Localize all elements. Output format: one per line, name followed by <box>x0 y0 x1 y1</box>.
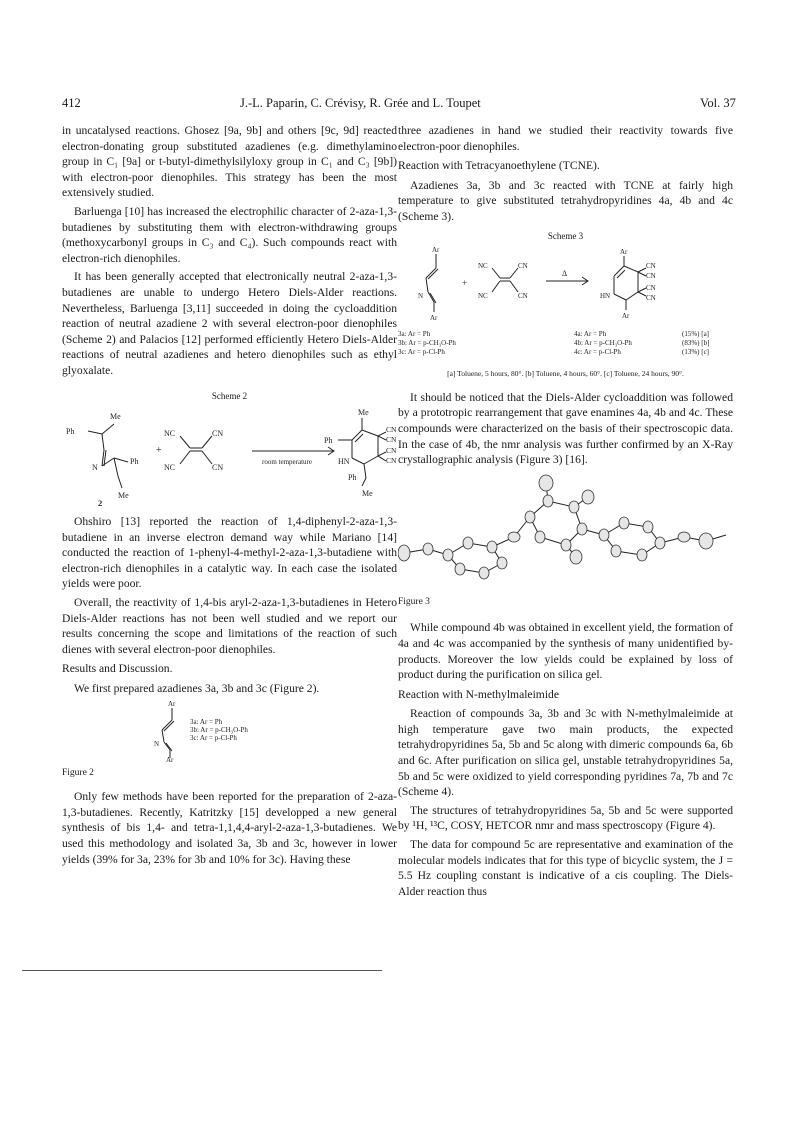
section-heading: Reaction with N-methylmaleimide <box>398 687 559 701</box>
scheme-text: + <box>156 445 162 457</box>
scheme-text: CN <box>212 429 224 439</box>
scheme-legend: 3c: Ar = p-Cl-Ph <box>398 348 445 357</box>
scheme-text: NC <box>478 262 488 271</box>
scheme-text: CN <box>518 262 528 271</box>
scheme-text: Ar <box>432 246 440 255</box>
scheme-text: CN <box>386 456 397 466</box>
scheme-text: CN <box>518 292 528 301</box>
scheme-text: Ph <box>324 436 333 446</box>
figure-text: Ar <box>168 699 176 708</box>
paragraph: While compound 4b was obtained in excellent yield, the formation of 4a and 4c was accompanied by the synthesis of many unidentified by-products. Moreover the low yields could be explained by loss of product during the purification on silica gel. <box>398 621 733 682</box>
scheme-legend: 4c: Ar = p-Cl-Ph <box>574 348 621 357</box>
scheme-2-title: Scheme 2 <box>211 390 248 401</box>
scheme-legend: 3b: Ar = p-CH₃O-Ph <box>398 339 456 348</box>
scheme-text: CN <box>646 284 656 293</box>
scheme-text: CN <box>212 463 224 473</box>
paragraph: Ohshiro [13] reported the reaction of 1,4-diphenyl-2-aza-1,3-butadiene in an inverse electron demand way while Mariano [14] conducted the reaction of 1-phenyl-4-methyl-2-aza-1,3-butadiene with electron-rich dienophiles in a catalytic way. In each case the isolated yields were poor. <box>62 515 397 591</box>
scheme-yield: (13%) [c] <box>682 348 710 357</box>
scheme-text: CN <box>646 294 656 303</box>
paragraph: three azadienes in hand we studied their reactivity towards five electron-poor dienophiles. <box>398 124 733 153</box>
paragraph: Barluenga [10] has increased the electrophilic character of 2-aza-1,3-butadienes by substituting them with electron-withdrawing groups (methoxycarbonyl groups in C₃ and C₄). Such compounds react with electron-rich dienophiles. <box>62 204 397 265</box>
scheme-legend: 3a: Ar = Ph <box>398 330 431 339</box>
paragraph: We first prepared azadienes 3a, 3b and 3c (Figure 2). <box>74 682 320 696</box>
paragraph: It should be noticed that the Diels-Alder cycloaddition was followed by a prototropic rearrangement that gave enamines 4a, 4b and 4c. These compounds were characterized on the basis of their spectroscopic data. In the case of 4b, the nmr analysis was further confirmed by an X-Ray crystallographic analysis (Figure 3) [16]. <box>398 390 733 467</box>
left-column <box>62 123 397 870</box>
scheme-3-diagram <box>398 246 733 364</box>
figure-2-label: Figure 2 <box>62 767 94 778</box>
scheme-text: CN <box>386 435 397 445</box>
scheme-yield: (15%) [a] <box>682 330 710 339</box>
section-heading: Reaction with Tetracyanoethylene (TCNE). <box>398 159 600 173</box>
scheme-text: NC <box>478 292 488 301</box>
scheme-text: Ar <box>620 248 628 257</box>
volume-label: Vol. 37 <box>700 96 736 110</box>
right-column <box>398 123 733 902</box>
scheme-legend: 4b: Ar = p-CH₃O-Ph <box>574 339 632 348</box>
paragraph: It has been generally accepted that electronically neutral 2-aza-1,3-butadienes are unable to undergo Hetero Diels-Alder reactions. Nevertheless, Barluenga [3,11] succeeded in doing the cycloaddition reaction of neutral azadiene 2 with several electron-poor dienophiles (Scheme 2) and Palacios [12] performed efficiently Hetero Diels-Alder reactions of neutral azadienes and hetero dienophiles such as ethyl glyoxalate. <box>62 270 397 377</box>
figure-3-label: Figure 3 <box>398 596 430 607</box>
scheme-text: HN <box>600 292 611 301</box>
scheme-text: N <box>92 463 98 473</box>
scheme-text: Δ <box>562 269 568 279</box>
scheme-text: Ar <box>430 314 438 323</box>
paragraph: Reaction of compounds 3a, 3b and 3c with N-methylmaleimide at high temperature gave two main products, the expected tetrahydropyridines 5a, 5b and 5c along with dimeric compounds 6a, 6b and 6c. After purification on silica gel, unstable tetrahydropyridines 5a, 5b and 5c were oxidized to yield corresponding pyridines 7a, 7b and 7c (Scheme 4). <box>398 707 733 799</box>
figure-legend: 3a: Ar = Ph <box>190 717 223 726</box>
scheme-text: Ph <box>130 457 139 467</box>
scheme-text: Me <box>358 408 369 418</box>
figure-legend: 3c: Ar = p-Cl-Ph <box>190 733 237 742</box>
figure-legend: 3b: Ar = p-CH₃O-Ph <box>190 725 248 734</box>
footnote-rule <box>22 970 382 971</box>
figure-text: N <box>154 739 160 748</box>
scheme-yield: (83%) [b] <box>682 339 710 348</box>
paragraph: Azadienes 3a, 3b and 3c reacted with TCNE at fairly high temperature to give substituted tetrahydropyridines 4a, 4b and 4c (Scheme 3). <box>398 178 733 223</box>
scheme-text: Ph <box>348 473 357 483</box>
running-head-authors: J.-L. Paparin, C. Crévisy, R. Grée and L. Toupet <box>240 96 481 110</box>
paragraph: The structures of tetrahydropyridines 5a, 5b and 5c were supported by ¹H, ¹³C, COSY, HETCOR nmr and mass spectroscopy (Figure 4). <box>398 803 733 833</box>
scheme-text: CN <box>646 272 656 281</box>
paragraph: Overall, the reactivity of 1,4-bis aryl-2-aza-1,3-butadienes in Hetero Diels-Alder reactions has not been well studied and we report our results concerning the scope and limitations of the reaction of such dienes with several electron-poor dienophiles. <box>62 596 397 656</box>
scheme-3-conditions: [a] Toluene, 5 hours, 80°. [b] Toluene, 4 hours, 60°. [c] Toluene, 24 hours, 90°. <box>447 369 684 379</box>
figure-text: Ar <box>166 755 174 762</box>
scheme-text: Me <box>362 489 373 499</box>
scheme-text: room temperature <box>262 458 312 467</box>
scheme-text: Ar <box>622 312 630 321</box>
scheme-text: CN <box>386 446 397 456</box>
scheme-3-title: Scheme 3 <box>547 230 584 241</box>
scheme-2-diagram <box>62 406 397 506</box>
paragraph: in uncatalysed reactions. Ghosez [9a, 9b] and others [9c, 9d] reacted electron-donating group substituted azadienes (e.g. dimethylamino group in C₁ [9a] or t-butyl-dimethylsilyloxy group in C₁ and C₃ [9b]) with electron-poor dienophiles. This strategy has been the most extensively studied. <box>62 124 397 200</box>
compound-number: 2 <box>98 498 103 507</box>
section-heading: Results and Discussion. <box>62 662 173 676</box>
scheme-text: NC <box>164 463 176 473</box>
paragraph: The data for compound 5c are representative and examination of the molecular models indicates that for this type of bicyclic system, the J = 5.5 Hz coupling constant is indicative of a cis coupling. The Diels-Alder reaction thus <box>398 838 733 898</box>
scheme-text: CN <box>386 425 397 435</box>
scheme-text: Me <box>118 491 129 501</box>
scheme-text: HN <box>338 457 350 467</box>
scheme-text: + <box>462 278 468 289</box>
scheme-text: Ph <box>66 427 75 437</box>
figure-3-crystal-structure <box>398 471 733 591</box>
figure-2-diagram <box>62 700 397 762</box>
paragraph: Only few methods have been reported for the preparation of 2-aza-1,3-butadienes. Recently, Katritzky [15] developped a new general synthesis of bis 1,4- and tetra-1,1,4,4-aryl-2-aza-1,3-butadienes. We used this methodology and isolated 3a, 3b and 3c, however in lower yields (39% for 3a, 23% for 3b and 10% for 3c). Having these <box>62 790 397 866</box>
scheme-text: NC <box>164 429 176 439</box>
scheme-legend: 4a: Ar = Ph <box>574 330 607 339</box>
scheme-text: CN <box>646 262 656 271</box>
page-number: 412 <box>62 96 81 110</box>
scheme-text: Me <box>110 412 121 422</box>
scheme-text: N <box>418 292 424 301</box>
